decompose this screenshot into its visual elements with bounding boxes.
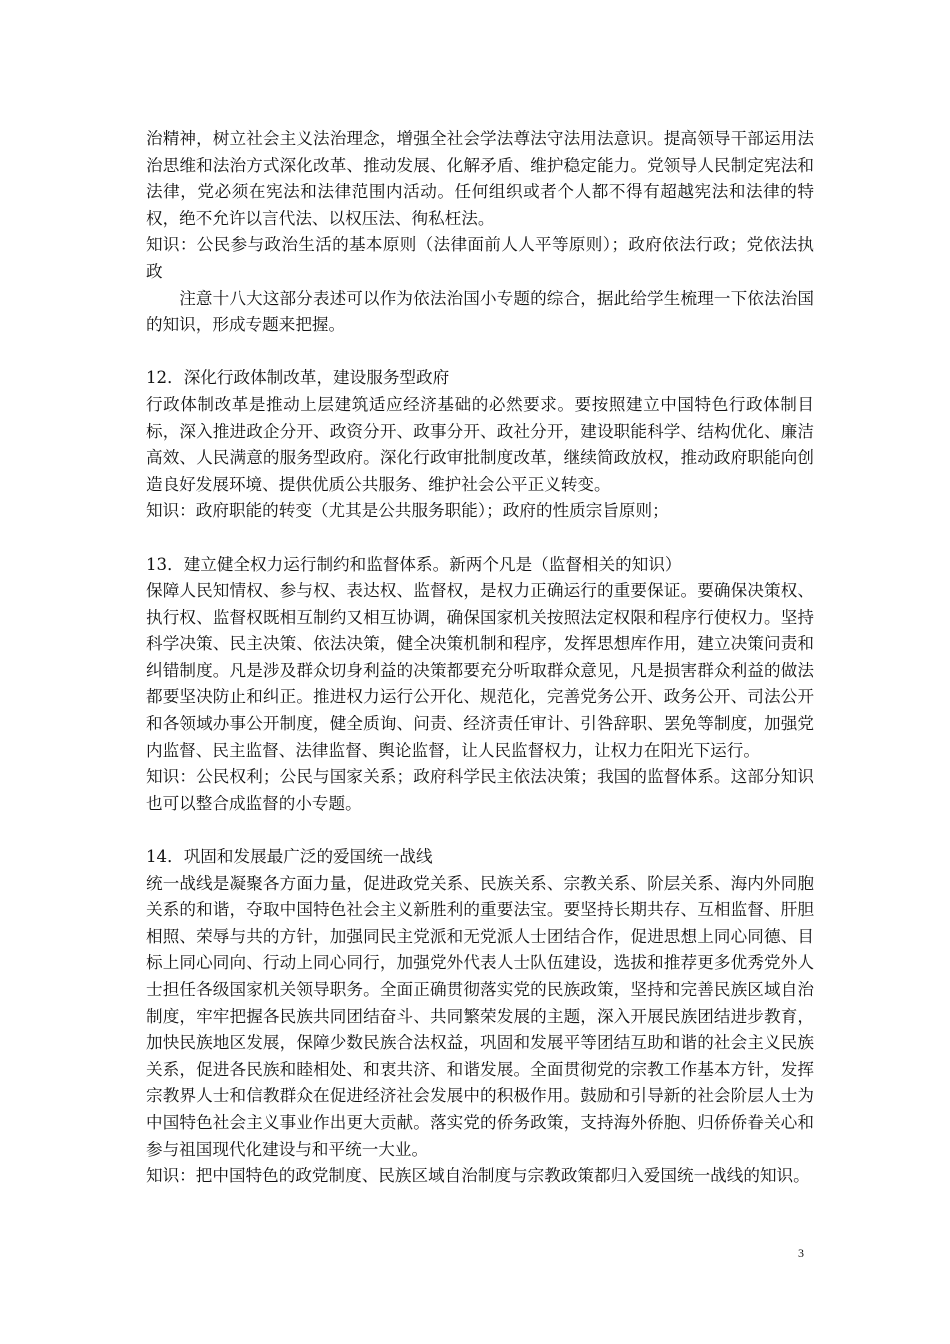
paragraph-spacer bbox=[146, 339, 814, 366]
paragraph-rule-of-law-continued: 治精神，树立社会主义法治理念，增强全社会学法尊法守法用法意识。提高领导干部运用法治思维和法治方式深化改革、推动发展、化解矛盾、维护稳定能力。党领导人民制定宪法和法律，党必须在宪法和法律范围内活动。任何组织或者个人都不得有超越宪法和法律的特权，绝不允许以言代法、以权压法、徇私枉法。 bbox=[146, 129, 814, 228]
page-number: 3 bbox=[798, 1246, 804, 1260]
paragraph-power-supervision: 保障人民知情权、参与权、表达权、监督权，是权力正确运行的重要保证。要确保决策权、执行权、监督权既相互制约又相互协调，确保国家机关按照法定权限和程序行使权力。坚持科学决策、民主决策、依法决策，健全决策机制和程序，发挥思想库作用，建立决策问责和纠错制度。凡是涉及群众切身利益的决策都要充分听取群众意见，凡是损害群众利益的做法都要坚决防止和纠正。推进权力运行公开化、规范化，完善党务公开、政务公开、司法公开和各领域办事公开制度，健全质询、问责、经济责任审计、引咎辞职、罢免等制度，加强党内监督、民主监督、法律监督、舆论监督，让人民监督权力，让权力在阳光下运行。 bbox=[146, 581, 814, 760]
paragraph-spacer bbox=[146, 817, 814, 844]
teaching-note-rule-of-law: 注意十八大这部分表述可以作为依法治国小专题的综合，据此给学生梳理一下依法治国的知识，形成专题来把握。 bbox=[146, 288, 814, 335]
knowledge-note-power-supervision: 知识：公民权利；公民与国家关系；政府科学民主依法决策；我国的监督体系。这部分知识也可以整合成监督的小专题。 bbox=[146, 767, 814, 813]
paragraph-united-front: 统一战线是凝聚各方面力量，促进政党关系、民族关系、宗教关系、阶层关系、海内外同胞关系的和谐，夺取中国特色社会主义新胜利的重要法宝。要坚持长期共存、互相监督、肝胆相照、荣辱与共的方针，加强同民主党派和无党派人士团结合作，促进思想上同心同德、目标上同心同向、行动上同心同行，加强党外代表人士队伍建设，选拔和推荐更多优秀党外人士担任各级国家机关领导职务。全面正确贯彻落实党的民族政策，坚持和完善民族区域自治制度，牢牢把握各民族共同团结奋斗、共同繁荣发展的主题，深入开展民族团结进步教育，加快民族地区发展，保障少数民族合法权益，巩固和发展平等团结互助和谐的社会主义民族关系，促进各民族和睦相处、和衷共济、和谐发展。全面贯彻党的宗教工作基本方针，发挥宗教界人士和信教群众在促进经济社会发展中的积极作用。鼓励和引导新的社会阶层人士为中国特色社会主义事业作出更大贡献。落实党的侨务政策，支持海外侨胞、归侨侨眷关心和参与祖国现代化建设与和平统一大业。 bbox=[146, 873, 814, 1159]
knowledge-note-rule-of-law: 知识：公民参与政治生活的基本原则（法律面前人人平等原则）；政府依法行政；党依法执政 bbox=[146, 235, 814, 281]
paragraph-administrative-reform: 行政体制改革是推动上层建筑适应经济基础的必然要求。要按照建立中国特色行政体制目标，深入推进政企分开、政资分开、政事分开、政社分开，建设职能科学、结构优化、廉洁高效、人民满意的服务型政府。深化行政审批制度改革，继续简政放权，推动政府职能向创造良好发展环境、提供优质公共服务、维护社会公平正义转变。 bbox=[146, 394, 814, 494]
knowledge-note-administrative-reform: 知识：政府职能的转变（尤其是公共服务职能）；政府的性质宗旨原则； bbox=[146, 501, 669, 521]
document-body bbox=[146, 126, 814, 1190]
paragraph-spacer bbox=[146, 525, 814, 552]
knowledge-note-united-front: 知识：把中国特色的政党制度、民族区域自治制度与宗教政策都归入爱国统一战线的知识。 bbox=[146, 1166, 810, 1186]
section-heading-12: 12．深化行政体制改革，建设服务型政府 bbox=[146, 368, 450, 388]
section-heading-14: 14．巩固和发展最广泛的爱国统一战线 bbox=[146, 847, 433, 867]
section-heading-13: 13．建立健全权力运行制约和监督体系。新两个凡是（监督相关的知识） bbox=[146, 554, 682, 574]
